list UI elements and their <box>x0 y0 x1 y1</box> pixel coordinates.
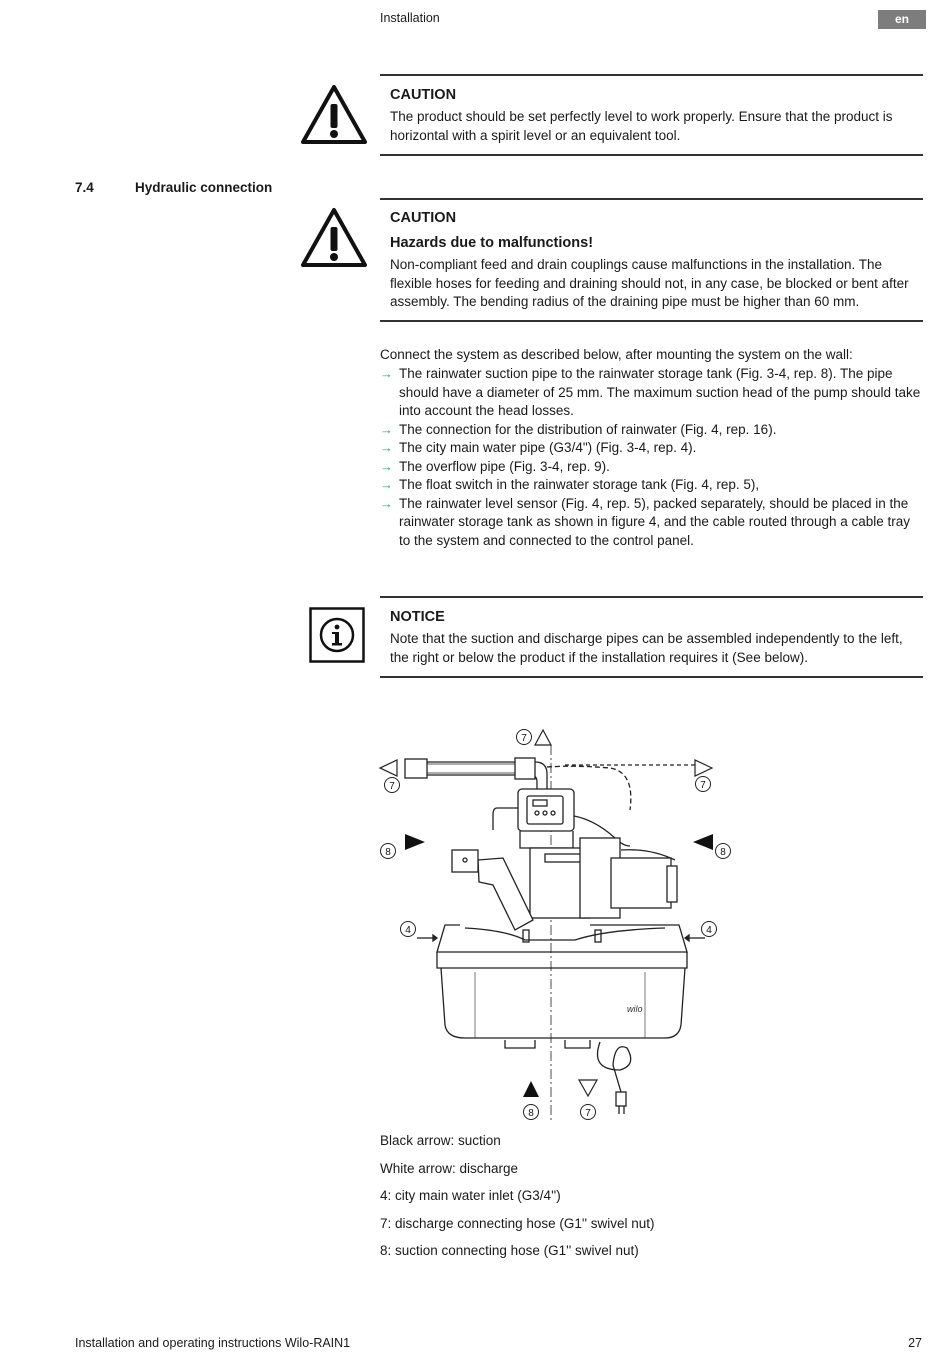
list-item <box>380 421 925 440</box>
pump-connection-diagram <box>375 720 745 1125</box>
list-item-text: The city main water pipe (G3/4") (Fig. 3-4, rep. 4). <box>399 440 697 455</box>
notice-text: Note that the suction and discharge pipes can be assembled independently to the left, the right or below the product if the installation requires it (See below). <box>390 631 903 665</box>
list-item-text: The rainwater suction pipe to the rainwater storage tank (Fig. 3-4, rep. 8). The pipe should have a diameter of 25 mm. The maximum suction head of the pump should take into account the head losses. <box>399 366 921 418</box>
connection-steps-list <box>380 365 925 550</box>
svg-text:7: 7 <box>521 733 527 744</box>
legend-item: 4: city main water inlet (G3/4'') <box>380 1188 561 1203</box>
caution2-text: Non-compliant feed and drain couplings cause malfunctions in the installation. The flexible hoses for feeding and draining should not, in any case, be blocked or bent after assembly. The bending radius of the draining pipe must be higher than 60 mm. <box>390 257 909 309</box>
arrow-right-icon: → <box>380 421 393 437</box>
callout-7-top <box>517 730 532 745</box>
page-number: 27 <box>908 1336 922 1350</box>
callout-7-bottom <box>581 1105 596 1120</box>
svg-text:4: 4 <box>405 925 411 936</box>
callout-8-bottom <box>524 1105 539 1120</box>
footer-document-title: Installation and operating instructions Wilo-RAIN1 <box>75 1336 351 1350</box>
section-title: Hydraulic connection <box>135 180 273 195</box>
legend-item: 7: discharge connecting hose (G1'' swivel nut) <box>380 1216 655 1231</box>
caution1-title: CAUTION <box>390 87 457 103</box>
callout-4-left <box>401 922 416 937</box>
arrow-right-icon: → <box>380 440 393 455</box>
callout-8-left <box>381 844 396 859</box>
caution1-top-rule <box>380 74 923 76</box>
svg-text:7: 7 <box>389 781 395 792</box>
info-icon <box>309 607 365 663</box>
list-item <box>380 495 925 551</box>
callout-7-right <box>696 777 711 792</box>
legend-item: Black arrow: suction <box>380 1133 501 1148</box>
notice-title: NOTICE <box>390 609 445 625</box>
notice-top-rule <box>380 596 923 598</box>
caution1-bottom-rule <box>380 154 923 156</box>
list-item <box>380 365 925 421</box>
callout-4-right <box>702 922 717 937</box>
header-title: Installation <box>380 11 440 25</box>
legend-item: 8: suction connecting hose (G1'' swivel nut) <box>380 1243 639 1258</box>
section-number: 7.4 <box>75 180 94 195</box>
legend-item: White arrow: discharge <box>380 1161 519 1176</box>
svg-text:8: 8 <box>720 847 726 858</box>
caution2-title: CAUTION <box>390 210 457 226</box>
warning-triangle-icon <box>300 207 368 269</box>
list-item <box>380 476 925 495</box>
svg-text:7: 7 <box>700 780 706 791</box>
svg-text:7: 7 <box>585 1108 591 1119</box>
language-badge: en <box>878 10 926 29</box>
arrow-right-icon: → <box>380 477 393 492</box>
list-item-text: The float switch in the rainwater storage tank (Fig. 4, rep. 5), <box>399 477 760 492</box>
arrow-right-icon: → <box>380 458 393 474</box>
list-item <box>380 458 925 477</box>
list-item-text: The rainwater level sensor (Fig. 4, rep. 5), packed separately, should be placed in the rainwater storage tank as shown in figure 4, and the cable routed through a cable tray to the system and connected to the control panel. <box>399 495 911 548</box>
caution1-text: The product should be set perfectly level to work properly. Ensure that the product is horizontal with a spirit level or an equivalent tool. <box>390 109 893 143</box>
warning-triangle-icon <box>300 84 368 146</box>
caution2-top-rule <box>380 198 923 200</box>
callout-7-left <box>385 778 400 793</box>
svg-text:8: 8 <box>385 847 391 858</box>
caution2-subtitle: Hazards due to malfunctions! <box>390 235 594 251</box>
intro-text: Connect the system as described below, after mounting the system on the wall: <box>380 347 853 362</box>
svg-text:8: 8 <box>528 1108 534 1119</box>
list-item-text: The connection for the distribution of rainwater (Fig. 4, rep. 16). <box>399 421 777 437</box>
brand-logo-text: wilo <box>627 1004 643 1014</box>
list-item <box>380 439 925 458</box>
list-item-text: The overflow pipe (Fig. 3-4, rep. 9). <box>399 458 610 474</box>
arrow-right-icon: → <box>380 366 393 381</box>
callout-8-right <box>716 844 731 859</box>
svg-text:4: 4 <box>706 925 712 936</box>
caution2-bottom-rule <box>380 320 923 322</box>
notice-bottom-rule <box>380 676 923 678</box>
arrow-right-icon: → <box>380 495 393 511</box>
